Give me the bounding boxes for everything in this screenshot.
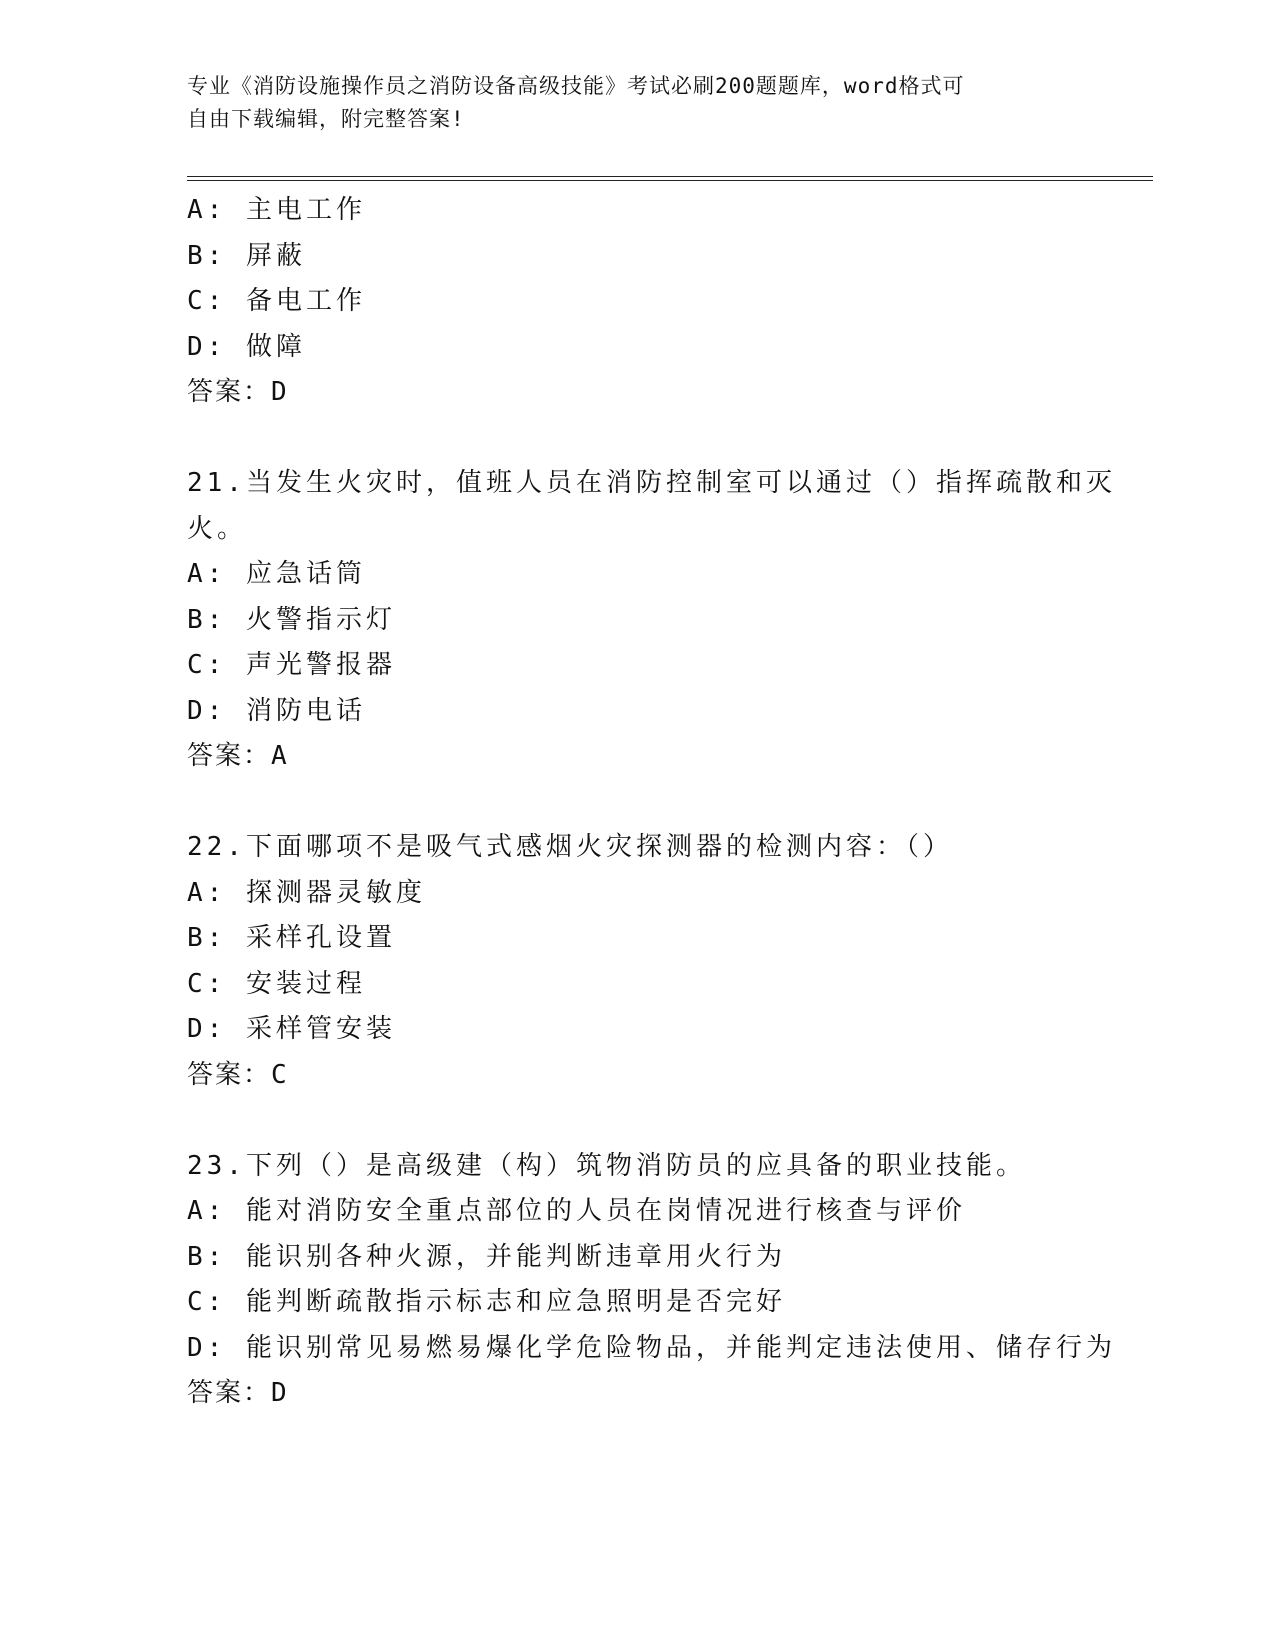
option-d: D: 能识别常见易燃易爆化学危险物品，并能判定违法使用、储存行为	[187, 1332, 1116, 1363]
answer: 答案：D	[187, 377, 289, 407]
question-title-cont: 火。	[187, 513, 248, 544]
option-c: C: 安装过程	[187, 968, 366, 999]
question-list	[187, 188, 1116, 1417]
option-c: C: 声光警报器	[187, 650, 396, 680]
question-title: 22.下面哪项不是吸气式感烟火灾探测器的检测内容：（）	[187, 832, 953, 862]
answer: 答案：C	[187, 1059, 289, 1090]
header-divider	[187, 176, 1153, 181]
option-d: D: 采样管安装	[187, 1014, 396, 1044]
question-22	[187, 825, 1087, 1098]
answer: 答案：A	[187, 741, 289, 771]
option-b: B: 火警指示灯	[187, 604, 396, 635]
question-20	[187, 188, 1087, 416]
spacer	[187, 1098, 1087, 1144]
question-title: 21.当发生火灾时，值班人员在消防控制室可以通过（）指挥疏散和灭	[187, 468, 1116, 498]
answer: 答案：D	[187, 1378, 289, 1408]
header-line-1: 专业《消防设施操作员之消防设备高级技能》考试必刷200题题库，word格式可	[187, 74, 965, 98]
option-a: A: 能对消防安全重点部位的人员在岗情况进行核查与评价	[187, 1196, 966, 1226]
option-c: C: 能判断疏散指示标志和应急照明是否完好	[187, 1287, 786, 1317]
option-b: B: 采样孔设置	[187, 923, 396, 953]
header-line-2: 自由下载编辑，附完整答案!	[187, 107, 465, 131]
spacer	[187, 416, 1087, 462]
option-d: D: 做障	[187, 331, 306, 362]
option-b: B: 屏蔽	[187, 240, 306, 271]
question-23	[187, 1144, 1116, 1417]
option-a: A: 应急话筒	[187, 559, 366, 589]
question-21	[187, 461, 1116, 780]
option-b: B: 能识别各种火源，并能判断违章用火行为	[187, 1241, 786, 1272]
option-c: C: 备电工作	[187, 286, 366, 316]
document-header	[187, 70, 1087, 136]
spacer	[187, 780, 1087, 826]
option-a: A: 探测器灵敏度	[187, 877, 426, 908]
option-d: D: 消防电话	[187, 695, 366, 726]
question-title: 23.下列（）是高级建（构）筑物消防员的应具备的职业技能。	[187, 1150, 1026, 1181]
option-a: A: 主电工作	[187, 195, 366, 225]
